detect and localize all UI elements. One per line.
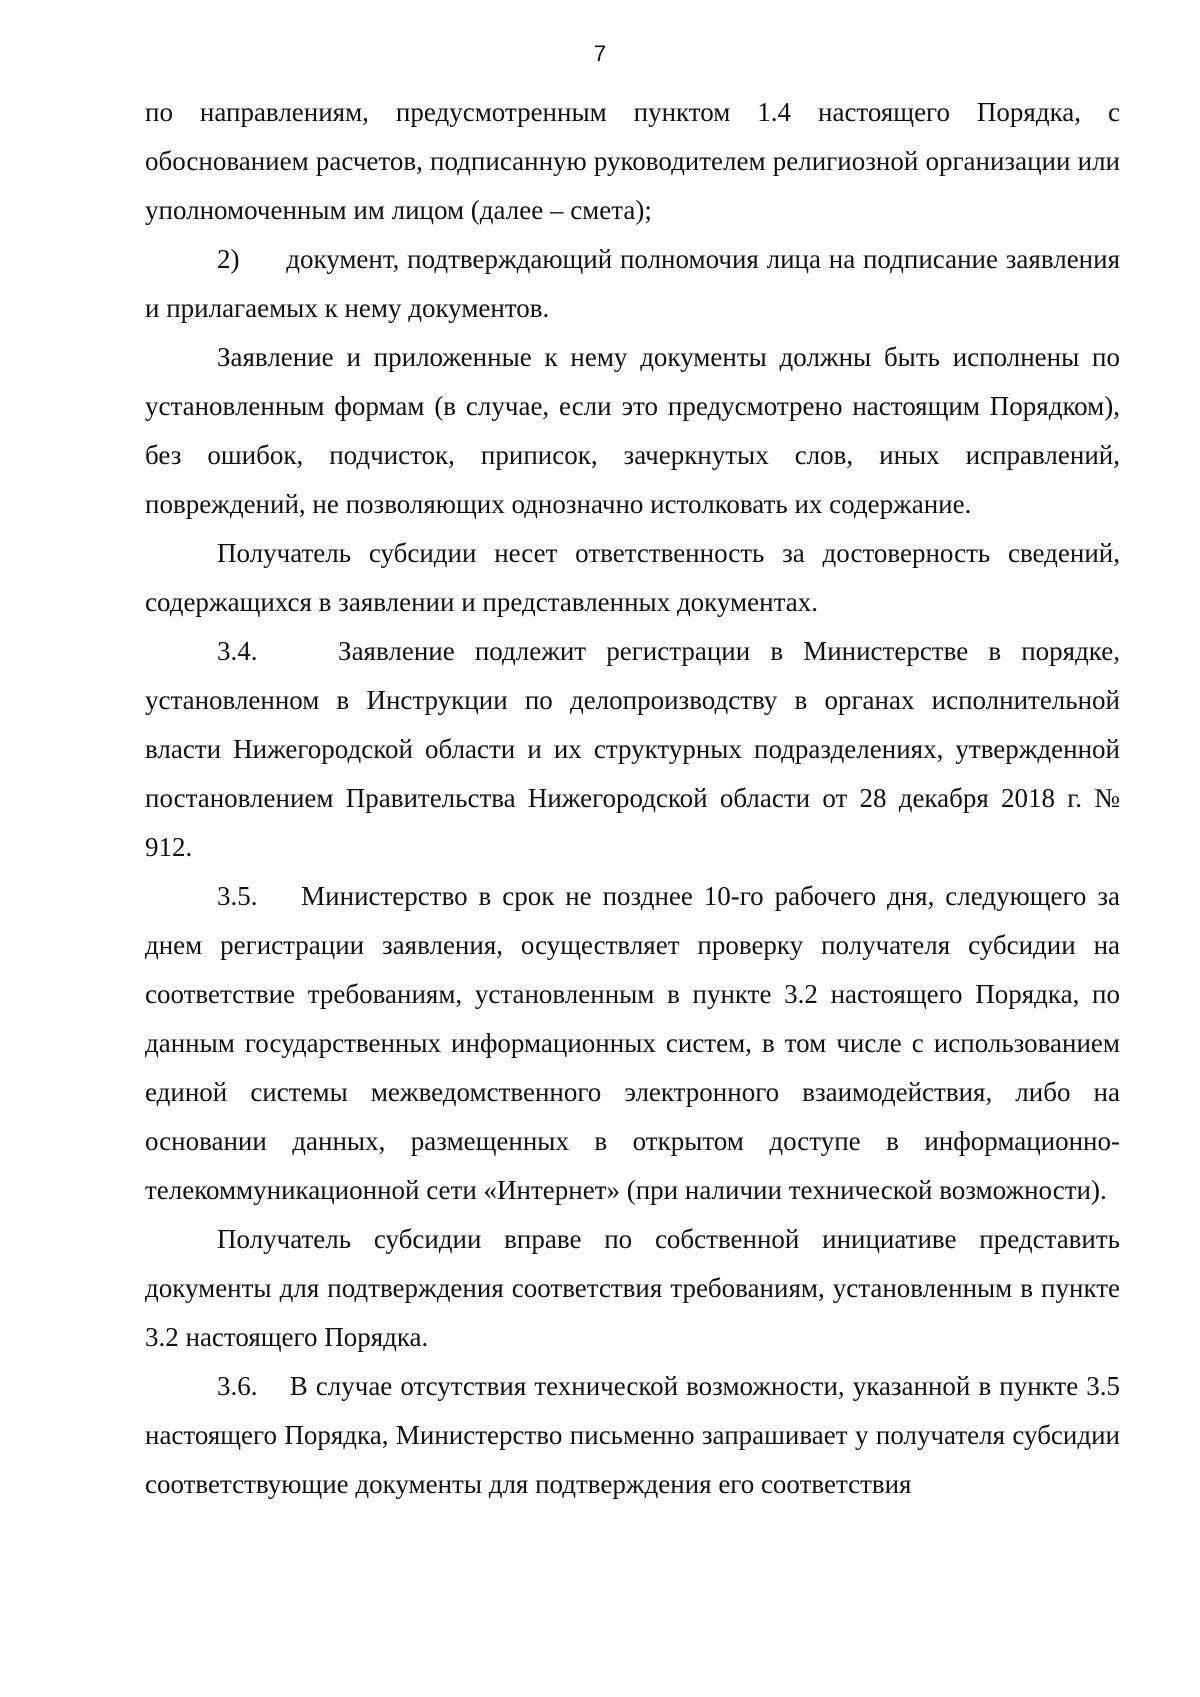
paragraph-own-initiative: Получатель субсидии вправе по собственной инициативе представить документы для подтверждения соответствия требованиям, установленным в пункте 3.2 настоящего Порядка. <box>145 1224 1120 1352</box>
paragraph-3-4: 3.4. Заявление подлежит регистрации в Министерстве в порядке, установленном в Инструкции по делопроизводству в органах исполнительной власти Нижегородской области и их структурных подразделениях, утвержденной постановлением Правительства Нижегородской области от 28 декабря 2018 г. № 912. <box>145 636 1120 862</box>
paragraph-form-requirements: Заявление и приложенные к нему документы должны быть исполнены по установленным формам (в случае, если это предусмотрено настоящим Порядком), без ошибок, подчисток, приписок, зачеркнутых слов, иных исправлений, повреждений, не позволяющих однозначно истолковать их содержание. <box>145 342 1120 519</box>
paragraph-3-6: 3.6. В случае отсутствия технической возможности, указанной в пункте 3.5 настоящего Порядка, Министерство письменно запрашивает у получателя субсидии соответствующие документы для подтверждения его соответствия <box>145 1371 1120 1499</box>
paragraph-responsibility: Получатель субсидии несет ответственность за достоверность сведений, содержащихся в заявлении и представленных документах. <box>145 538 1120 617</box>
paragraph-item-2: 2) документ, подтверждающий полномочия лица на подписание заявления и прилагаемых к нему документов. <box>145 244 1120 323</box>
paragraph-3-5: 3.5. Министерство в срок не позднее 10-го рабочего дня, следующего за днем регистрации заявления, осуществляет проверку получателя субсидии на соответствие требованиям, установленным в пункте 3.2 настоящего Порядка, по данным государственных информационных систем, в том числе с использованием единой системы межведомственного электронного взаимодействия, либо на основании данных, размещенных в открытом доступе в информационно-телекоммуникационной сети «Интернет» (при наличии технической возможности). <box>145 881 1120 1205</box>
page-number: 7 <box>593 41 607 66</box>
document-body <box>145 88 1120 1509</box>
paragraph-continuation: по направлениям, предусмотренным пунктом 1.4 настоящего Порядка, с обоснованием расчетов, подписанную руководителем религиозной организации или уполномоченным им лицом (далее – смета); <box>145 97 1120 225</box>
